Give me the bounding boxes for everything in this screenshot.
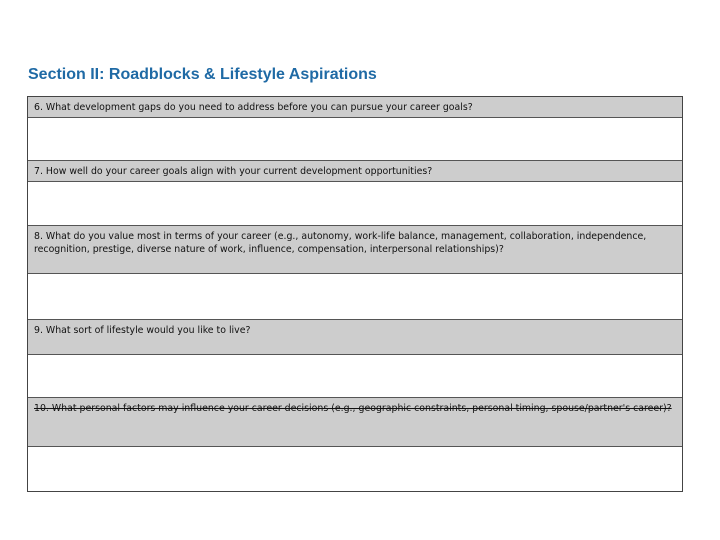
questionnaire-table <box>27 96 683 492</box>
answer-field-10[interactable] <box>28 447 682 491</box>
section-title: Section II: Roadblocks & Lifestyle Aspirations <box>28 66 377 83</box>
answer-field-8[interactable] <box>28 274 682 320</box>
question-8: 8. What do you value most in terms of your career (e.g., autonomy, work-life balance, management, collaboration, independence, recognition, prestige, diverse nature of work, influence, compensation, interpersonal relationships)? <box>28 226 682 274</box>
question-7: 7. How well do your career goals align with your current development opportunities? <box>28 161 682 182</box>
answer-field-9[interactable] <box>28 355 682 398</box>
answer-field-7[interactable] <box>28 182 682 226</box>
question-10 <box>28 398 682 447</box>
answer-field-6[interactable] <box>28 118 682 161</box>
question-9: 9. What sort of lifestyle would you like to live? <box>28 320 682 355</box>
question-6: 6. What development gaps do you need to address before you can pursue your career goals? <box>28 97 682 118</box>
question-10-text: 10. What personal factors may influence your career decisions (e.g., geographic constraints, personal timing, spouse/partner's career)? <box>34 403 672 414</box>
